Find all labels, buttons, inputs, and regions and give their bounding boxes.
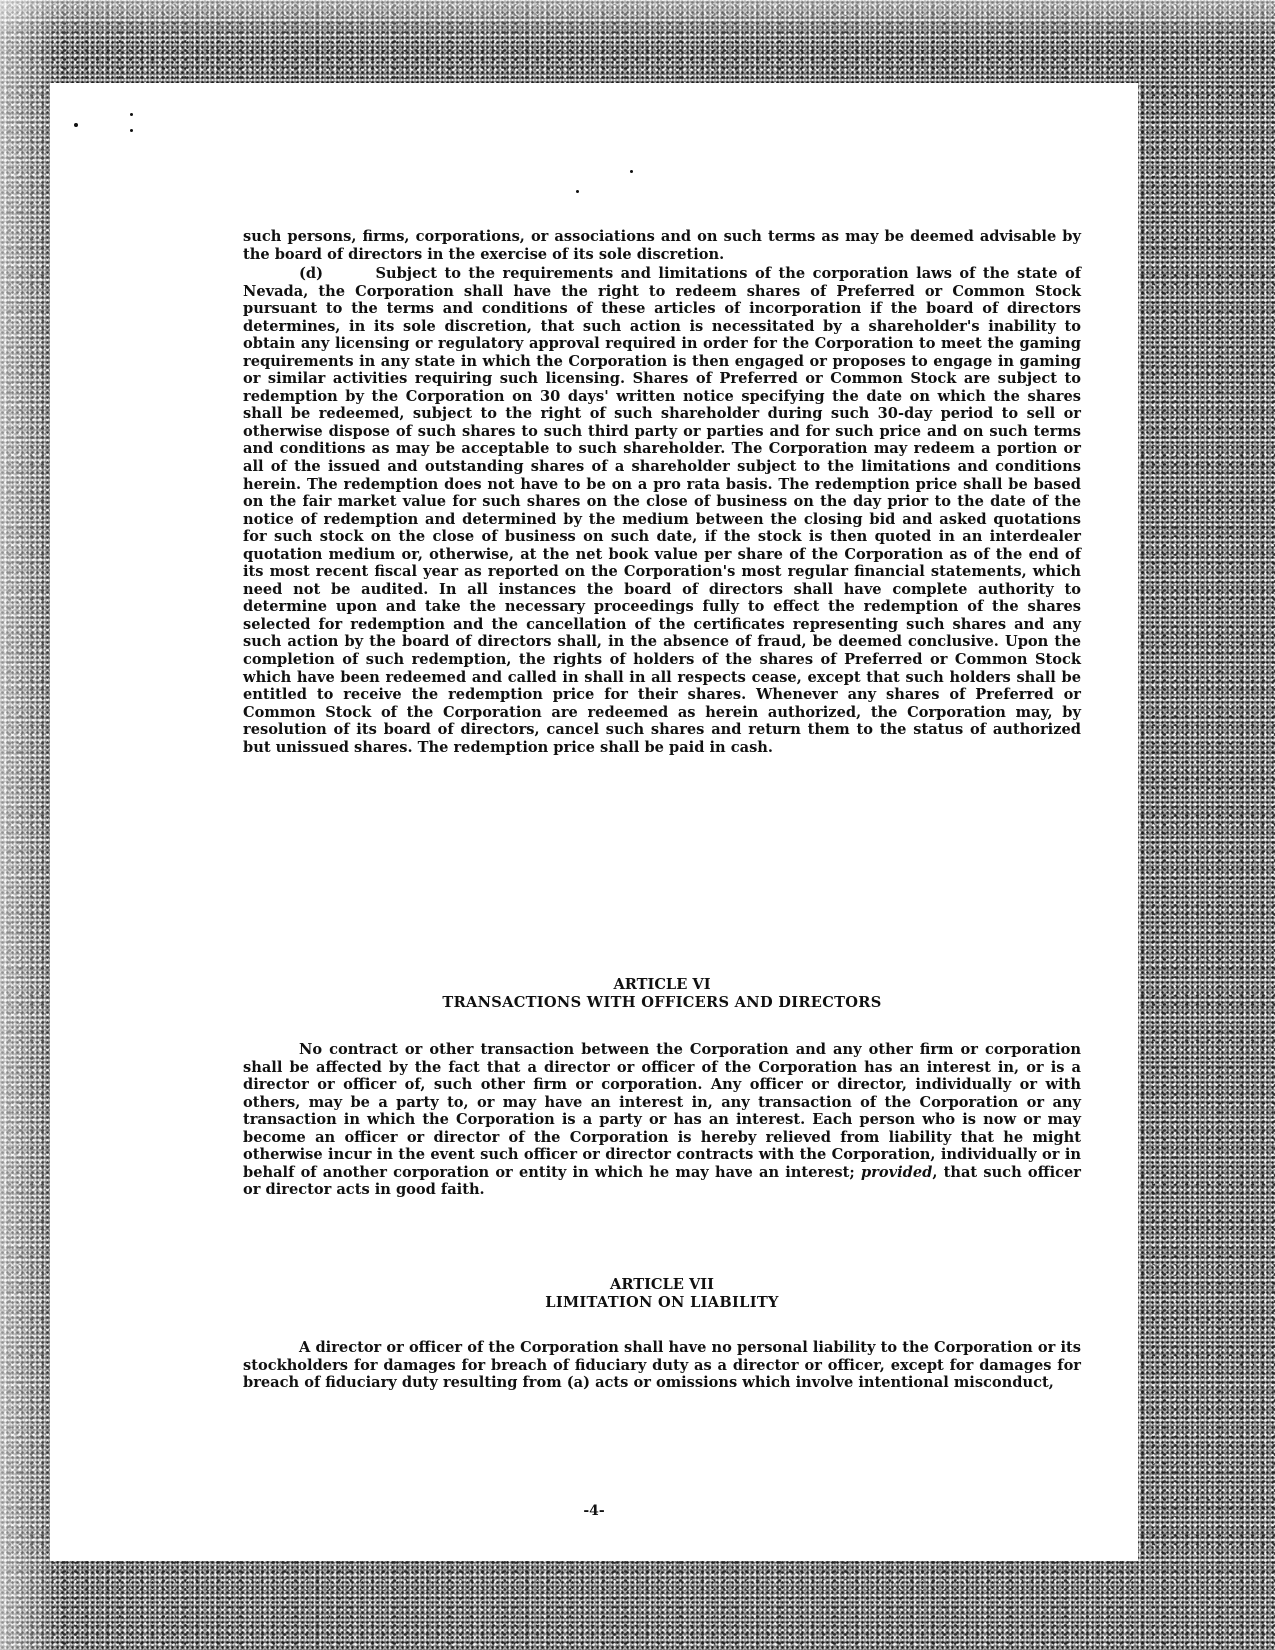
paragraph-body: No contract or other transaction between the Corporation and any other firm or corporation shall be affected by the fact that a director or officer of the Corporation has an interest in, or is a director or officer of, such other firm or corporation. Any officer or director, individually or with others, may be a party to, or may have an interest in, any transaction of the Corporation or any transaction in which the Corporation is a party or has an interest. Each person who is now or may become an officer or director of the Corporation is hereby relieved from liability that he might otherwise incur in the event such officer or director contracts with the Corporation, individually or in behalf of another corporation or entity in which he may have an interest; bbox=[243, 1041, 1081, 1181]
document-page bbox=[50, 83, 1138, 1561]
article-title: LIMITATION ON LIABILITY bbox=[545, 1293, 779, 1311]
paragraph-end: , that such officer or director acts in good faith. bbox=[243, 1163, 1081, 1199]
article-number: ARTICLE VII bbox=[610, 1276, 714, 1293]
scan-fade-top bbox=[0, 0, 1275, 40]
emphasis-provided: provided bbox=[860, 1163, 933, 1181]
paragraph-label: (d) bbox=[299, 265, 324, 282]
article-7-body bbox=[243, 1339, 1081, 1392]
scan-speck bbox=[630, 170, 633, 173]
paragraph-body: Subject to the requirements and limitations of the corporation laws of the state of Nevada, the Corporation shall have the right to redeem shares of Preferred or Common Stock pursuant to the terms and conditions of these articles of incorporation if the board of directors determines, in its sole discretion, that such action is necessitated by a shareholder's inability to obtain any licensing or regulatory approval required in order for the Corporation to meet the gaming requirements in any state in which the Corporation is then engaged or proposes to engage in gaming or similar activities requiring such licensing. Shares of Preferred or Common Stock are subject to redemption by the Corporation on 30 days' written notice specifying the date on which the shares shall be redeemed, subject to the right of such shareholder during such 30-day period to sell or otherwise dispose of such shares to such third party or parties and for such price and on such terms and conditions as may be acceptable to such shareholder. The Corporation may redeem a portion or all of the issued and outstanding shares of a shareholder subject to the limitations and conditions herein. The redemption does not have to be on a pro rata basis. The redemption price shall be based on the fair market value for such shares on the close of business on the day prior to the date of the notice of redemption and determined by the medium between the closing bid and asked quotations for such stock on the close of business on such date, if the stock is then quoted in an interdealer quotation medium or, otherwise, at the net book value per share of the Corporation as of the end of its most recent fiscal year as reported on the Corporation's most regular financial statements, which need not be audited. In all instances the board of directors shall have complete authority to determine upon and take the necessary proceedings fully to effect the redemption of the shares selected for redemption and the cancellation of the certificates representing such shares and any such action by the board of directors shall, in the absence of fraud, be deemed conclusive. Upon the completion of such redemption, the rights of holders of the shares of Preferred or Common Stock which have been redeemed and called in shall in all respects cease, except that such holders shall be entitled to receive the redemption price for their shares. Whenever any shares of Preferred or Common Stock of the Corporation are redeemed as herein authorized, the Corporation may, by resolution of its board of directors, cancel such shares and return them to the status of authorized but unissued shares. The redemption price shall be paid in cash. bbox=[243, 265, 1081, 756]
article-title: TRANSACTIONS WITH OFFICERS AND DIRECTORS bbox=[442, 993, 882, 1011]
page-number: -4- bbox=[583, 1503, 605, 1519]
scan-speck bbox=[74, 123, 78, 127]
scan-speck bbox=[130, 113, 133, 116]
scan-speck bbox=[576, 190, 579, 193]
paragraph-d-text bbox=[243, 265, 1081, 756]
paragraph-text: A director or officer of the Corporation shall have no personal liability to the Corporation or its stockholders for damages for breach of fiduciary duty as a director or officer, except for damages for breach of fiduciary duty resulting from (a) acts or omissions which involve intentional misconduct, bbox=[243, 1339, 1081, 1392]
article-6-body bbox=[243, 1041, 1081, 1199]
paragraph-text: such persons, firms, corporations, or associations and on such terms as may be deemed advisable by the board of directors in the exercise of its sole discretion. bbox=[243, 228, 1081, 263]
article-6-heading bbox=[243, 976, 1081, 1011]
paragraph-text bbox=[243, 1041, 1081, 1199]
scan-speck bbox=[130, 129, 133, 132]
article-number: ARTICLE VI bbox=[613, 976, 711, 993]
article-7-heading bbox=[243, 1276, 1081, 1311]
paragraph-c-continuation bbox=[243, 228, 1081, 263]
paragraph-d bbox=[243, 265, 1081, 756]
